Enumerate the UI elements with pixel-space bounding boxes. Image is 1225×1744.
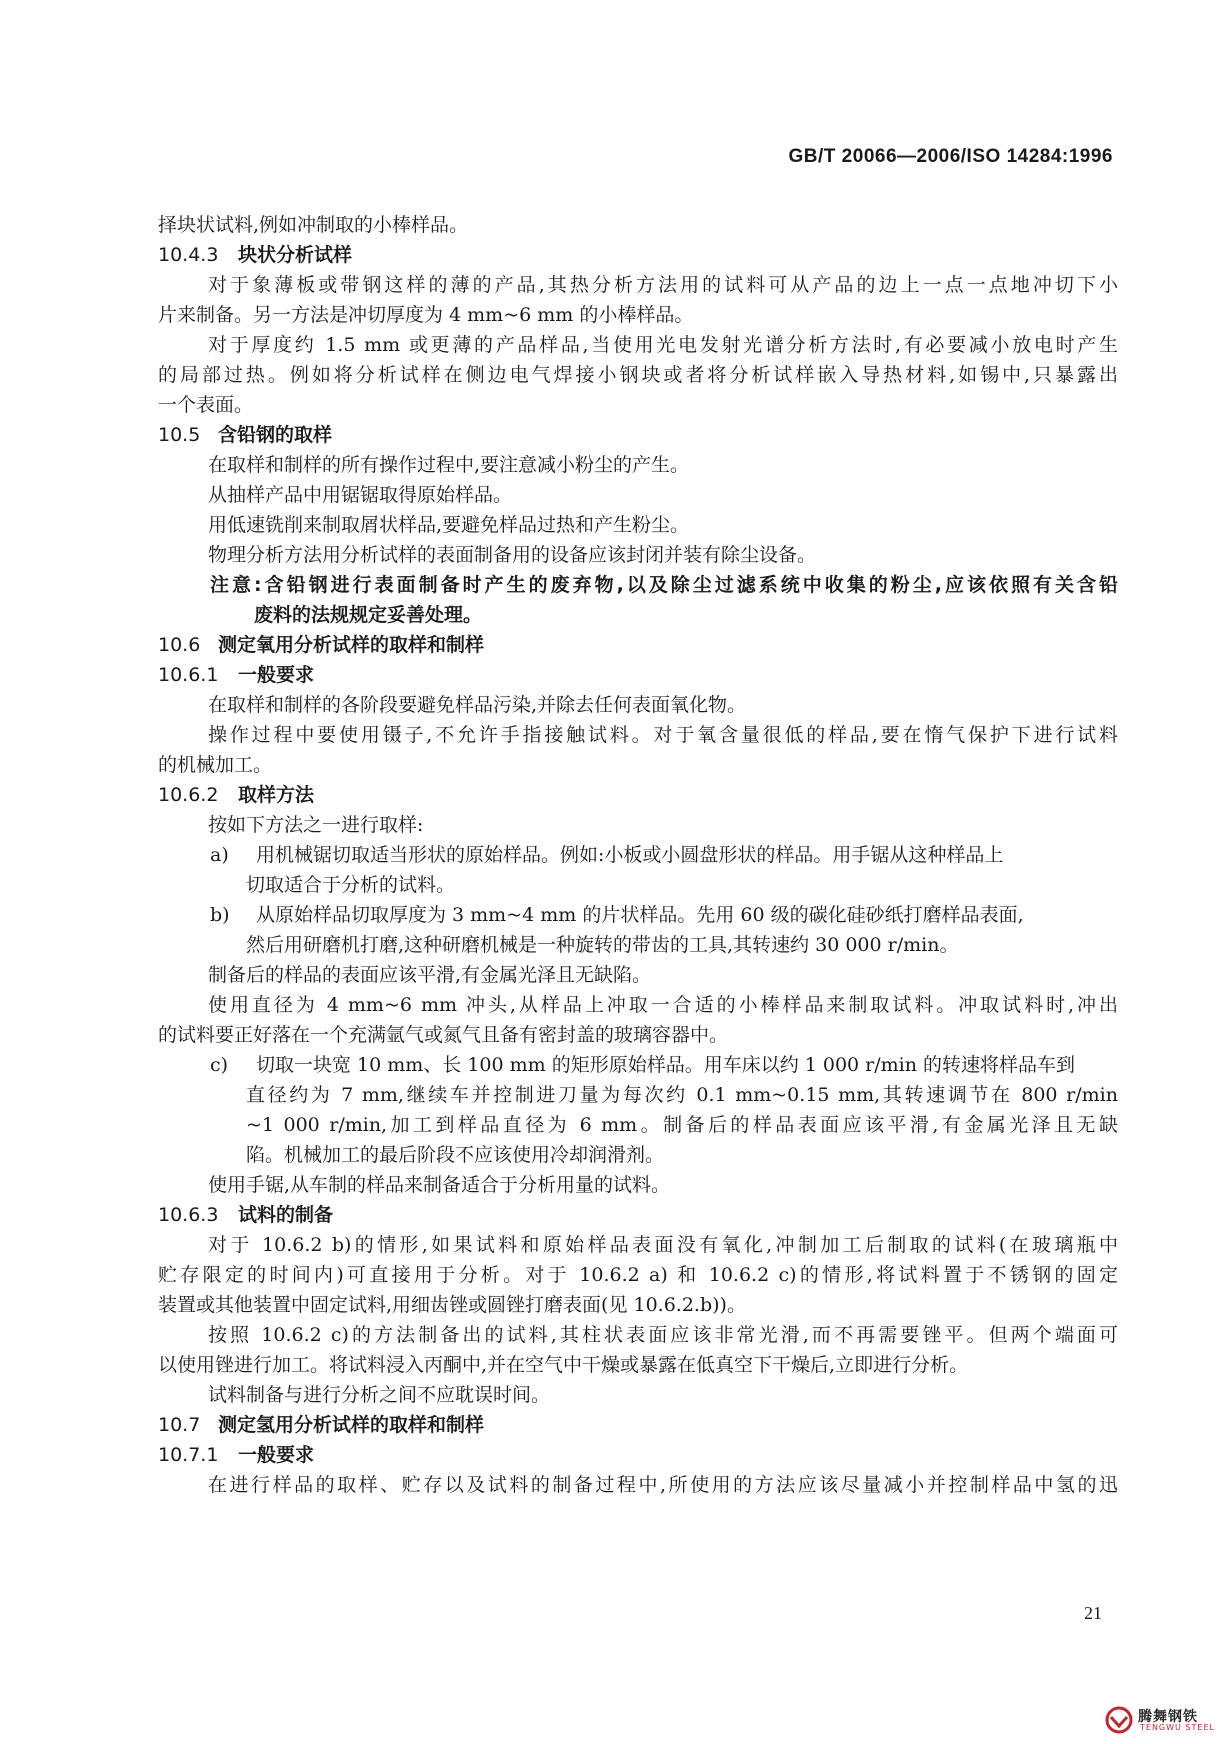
list-item xyxy=(158,1050,1118,1080)
section-title: 一般要求 xyxy=(238,664,315,686)
section-title: 测定氧用分析试样的取样和制样 xyxy=(218,634,485,656)
paragraph-line: 按如下方法之一进行取样: xyxy=(208,814,424,836)
list-item xyxy=(158,900,1118,930)
section-number: 10.4.3 xyxy=(158,244,219,266)
paragraph-line: 在进行样品的取样、贮存以及试料的制备过程中,所使用的方法应该尽量减小并控制样品中氢的迅 xyxy=(208,1474,1118,1496)
paragraph-line: 对于象薄板或带钢这样的薄的产品,其热分析方法用的试料可从产品的边上一点一点地冲切下小 xyxy=(208,274,1118,296)
section-number: 10.6 xyxy=(158,634,201,656)
section-number: 10.6.2 xyxy=(158,784,219,806)
section-heading xyxy=(158,240,1118,270)
section-number: 10.7.1 xyxy=(158,1444,219,1466)
section-heading xyxy=(158,1200,1118,1230)
logo-text-cn: 腾舞钢铁 xyxy=(1138,1709,1198,1725)
paragraph-line: 在取样和制样的各阶段要避免样品污染,并除去任何表面氧化物。 xyxy=(208,694,747,716)
paragraph-line: 制备后的样品的表面应该平滑,有金属光泽且无缺陷。 xyxy=(208,964,652,986)
logo-mark-icon xyxy=(1104,1706,1134,1734)
paragraph-line: 一个表面。 xyxy=(158,394,254,416)
paragraph-line: 使用直径为 4 mm~6 mm 冲头,从样品上冲取一合适的小棒样品来制取试料。冲取试料时,冲出 xyxy=(208,994,1118,1016)
note-line: 废料的法规规定妥善处理。 xyxy=(254,604,483,626)
paragraph-line: 对于 10.6.2 b)的情形,如果试料和原始样品表面没有氧化,冲制加工后制取的试料(在玻璃瓶中 xyxy=(208,1234,1118,1256)
paragraph-line: 用低速铣削来制取屑状样品,要避免样品过热和产生粉尘。 xyxy=(208,514,690,536)
paragraph-line: 以使用锉进行加工。将试料浸入丙酮中,并在空气中干燥或暴露在低真空下干燥后,立即进行分析。 xyxy=(158,1354,969,1376)
list-label: c) xyxy=(210,1054,229,1076)
paragraph-line: 对于厚度约 1.5 mm 或更薄的产品样品,当使用光电发射光谱分析方法时,有必要减小放电时产生 xyxy=(208,334,1118,356)
paragraph-line: 择块状试料,例如冲制取的小棒样品。 xyxy=(158,214,469,236)
section-title: 测定氢用分析试样的取样和制样 xyxy=(218,1414,485,1436)
list-label: b) xyxy=(210,904,230,926)
list-item-continuation: 直径约为 7 mm,继续车并控制进刀量为每次约 0.1 mm~0.15 mm,其转速调节在 800 r/min xyxy=(246,1084,1118,1106)
paragraph-line: 的机械加工。 xyxy=(158,754,273,776)
paragraph-line: 的局部过热。例如将分析试样在侧边电气焊接小钢块或者将分析试样嵌入导热材料,如锡中,只暴露出 xyxy=(158,364,1118,386)
publisher-logo xyxy=(1104,1706,1220,1734)
list-item xyxy=(158,840,1118,870)
section-heading xyxy=(158,660,1118,690)
section-title: 试料的制备 xyxy=(238,1204,334,1226)
paragraph-line: 使用手锯,从车制的样品来制备适合于分析用量的试料。 xyxy=(208,1174,671,1196)
section-number: 10.7 xyxy=(158,1414,201,1436)
list-text: 切取一块宽 10 mm、长 100 mm 的矩形原始样品。用车床以约 1 000 r/min 的转速将样品车到 xyxy=(256,1054,1076,1076)
list-label: a) xyxy=(210,844,229,866)
document-body xyxy=(158,210,1118,1500)
paragraph-line: 操作过程中要使用镊子,不允许手指接触试料。对于氧含量很低的样品,要在惰气保护下进行试料 xyxy=(208,724,1118,746)
paragraph-line: 贮存限定的时间内)可直接用于分析。对于 10.6.2 a) 和 10.6.2 c)的情形,将试料置于不锈钢的固定 xyxy=(158,1264,1118,1286)
logo-text-en: TENGWU STEEL xyxy=(1140,1723,1215,1732)
paragraph-line: 从抽样产品中用锯锯取得原始样品。 xyxy=(208,484,513,506)
section-number: 10.6.3 xyxy=(158,1204,219,1226)
page-number: 21 xyxy=(1084,1603,1102,1623)
list-text: 从原始样品切取厚度为 3 mm~4 mm 的片状样品。先用 60 级的碳化硅砂纸打磨样品表面, xyxy=(256,904,1024,926)
list-text: 用机械锯切取适当形状的原始样品。例如:小板或小圆盘形状的样品。用手锯从这种样品上 xyxy=(256,844,1004,866)
note-line: 注意:含铅钢进行表面制备时产生的废弃物,以及除尘过滤系统中收集的粉尘,应该依照有关含铅 xyxy=(210,574,1118,596)
section-title: 一般要求 xyxy=(238,1444,315,1466)
list-item-continuation: 陷。机械加工的最后阶段不应该使用冷却润滑剂。 xyxy=(246,1144,665,1166)
paragraph-line: 的试料要正好落在一个充满氩气或氮气且备有密封盖的玻璃容器中。 xyxy=(158,1024,729,1046)
section-number: 10.6.1 xyxy=(158,664,219,686)
paragraph-line: 试料制备与进行分析之间不应耽误时间。 xyxy=(208,1384,551,1406)
paragraph-line: 装置或其他装置中固定试料,用细齿锉或圆锉打磨表面(见 10.6.2.b))。 xyxy=(158,1294,746,1316)
section-title: 取样方法 xyxy=(238,784,315,806)
paragraph-line: 按照 10.6.2 c)的方法制备出的试料,其柱状表面应该非常光滑,而不再需要锉平。但两个端面可 xyxy=(208,1324,1118,1346)
paragraph-line: 在取样和制样的所有操作过程中,要注意减小粉尘的产生。 xyxy=(208,454,690,476)
paragraph-line: 片来制备。另一方法是冲切厚度为 4 mm~6 mm 的小棒样品。 xyxy=(158,304,694,326)
standard-header: GB/T 20066—2006/ISO 14284:1996 xyxy=(788,146,1113,167)
section-number: 10.5 xyxy=(158,424,201,446)
list-item-continuation: 切取适合于分析的试料。 xyxy=(246,874,456,896)
section-title: 块状分析试样 xyxy=(238,244,353,266)
section-heading xyxy=(158,1440,1118,1470)
section-heading xyxy=(158,1410,1118,1440)
paragraph-line: 物理分析方法用分析试样的表面制备用的设备应该封闭并装有除尘设备。 xyxy=(208,544,817,566)
list-item-continuation: ~1 000 r/min,加工到样品直径为 6 mm。制备后的样品表面应该平滑,有金属光泽且无缺 xyxy=(246,1114,1118,1136)
section-heading xyxy=(158,630,1118,660)
section-heading xyxy=(158,780,1118,810)
list-item-continuation: 然后用研磨机打磨,这种研磨机械是一种旋转的带齿的工具,其转速约 30 000 r/min。 xyxy=(246,934,959,956)
section-title: 含铅钢的取样 xyxy=(218,424,333,446)
section-heading xyxy=(158,420,1118,450)
